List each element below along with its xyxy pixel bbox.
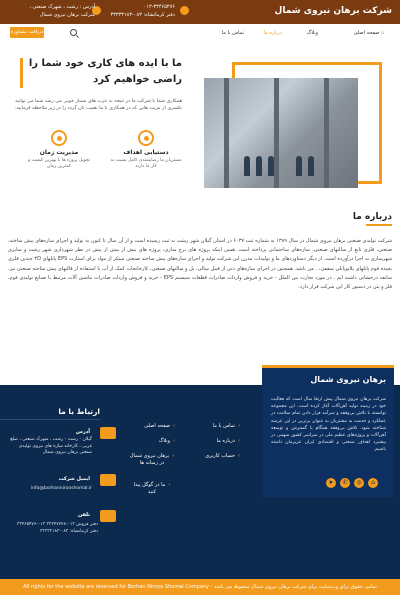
instagram-icon[interactable]: ◎	[354, 478, 364, 488]
contact-email-title: ایمیل شرکت	[58, 476, 90, 482]
home-icon: ⌂	[380, 30, 384, 36]
location-icon	[100, 427, 116, 439]
nav-blog[interactable]: وبلاگ	[306, 30, 318, 36]
footer-link-blog[interactable]: › وبلاگ	[159, 438, 175, 444]
footer-link-home[interactable]: › صفحه اصلی	[144, 423, 175, 429]
target-icon	[138, 130, 154, 146]
home-icon[interactable]: ⌂	[368, 478, 378, 488]
about-title: درباره ما	[352, 212, 392, 222]
consult-button[interactable]: دریافت مشاوره	[10, 27, 44, 38]
nav-about[interactable]: درباره ما	[263, 30, 282, 36]
whatsapp-icon[interactable]: ✆	[340, 478, 350, 488]
contact-phone-text: دفتر فروش ۰۱۳-۳۳۲۴۷۷۲۸ ۰۱۳-۳۳۴۶۵۴۷۶ دفتر کرمانشاه: ۰۸۳-۳۳۳۳۳۱۸۳	[16, 522, 98, 534]
contact-address-text: گیلان - رشت - رشت ، شهرک صنعتی ، ضلع غربی ، کارخانه سازه های نیروی تولیدی صنعتی برهان نیروی شمال	[10, 437, 92, 455]
about-text: شرکت تولیدی صنعتی برهان نیروی شمال در سال ۱۳۸۹ به شماره ثبت ۶۰۳۷ در استان گیلان شهر رشت به ثبت رسیده است و از آن سال تا کنون به تولید و اجرای سازه‌های پیش ساخته، صنعتی، فلزی تابع از سالنهای صنعتی، سازه‌های ساختمانی پرداخته است. همین اینکه پروژه های برج سازی، پروژه های بیش از بیش از پیش در نظر شهرداری شهر رشت و سایزی شهرسازی به اجرا درآورده است. از دیگر دستاوردهای ما و تولیدات مدرن این شرکت تولید و اجرای سازه‌های پیش ساخته صنعتی مبتکر از مواد برای استارت EPS پانلهای ۳D چندین فلزی بچیده فوم پانلهای پلاتوپانلی سقفی، . من باشد. همچنین در اجرای سازه‌های دنی از قبیل سالی، پل و سالنهای صنعتی، کارخانجات کمک از آب یا استفاده از قالبهای پیش ساخته صنعتی نیز. سابقه درخشانی داشته ایم . در مورد تجارت بین الملل - خرید و فروش واردات صادرات قطعات سیستم EPS - خرید و فروش واردات صادرات ماشین آلات مرتبط با صنایع تولیدی فوم، فلز و بتن در دستور کار این شرکت قرار دارد.	[8, 238, 393, 291]
footer-link-about[interactable]: › درباره ما	[217, 438, 240, 444]
copyright-bar: تمامی حقوق برای وب‌سایت برای شرکت برهان نیروی شمال محفوظ می باشد - All rights for the website are reserved for Borhan Niroye Shomal Company	[0, 579, 400, 595]
footer-link-google[interactable]: › ما در گوگل پیدا کنید	[129, 482, 175, 496]
contact-phone-title: تلفن	[77, 512, 90, 518]
contact-title: ارتباط با ما	[58, 407, 100, 416]
hero-description: همکاری شما با شرکت ما در نتیجه به عزت های بسیار خوبی می رسد شما می توانید بکسری از مزیت هایی که در همکاری با ما نصیب تان گردد را در زیر ملاحظه فرمایید.	[14, 99, 182, 111]
footer-link-contact[interactable]: › تماس با ما	[213, 423, 240, 429]
brand-title[interactable]: شرکت برهان نیروی شمال	[274, 6, 392, 16]
search-icon[interactable]	[70, 29, 77, 36]
footer-card-text: شرکت برهان نیروی شمال پیش ارتقا سال است که فعالیت خود در زمینه تولید آهن‌آلات آغاز کرده است. این مجموعه توانسته با تلاش بی‌وقفه و سرآمد قرار دادن تمام سلامت در عملکرد و خدمت به مشتریان به عنوان برترین در این عرصه شناخته شود. تلاش بی‌وقفه همگام با گسترش و توسعه آهن‌آلات و پروژه‌های عظیم ملی در سراسر کشور سهمی در پیشبرد اهداف صنعتی و اقتصادی ایران عزیزمان داشته باشیم.	[271, 397, 386, 453]
hero-title: ما با ایده های کاری خود شما را راضی خواهیم کرد	[28, 58, 182, 85]
header-phone: ۰۱۳-۳۳۴۶۵۴۷۶ دفتر کرمانشاه: ۰۸۳-۳۳۳۳۳۱۸۳	[110, 4, 175, 18]
phone-icon	[100, 510, 116, 522]
contact-address-title: آدرس	[75, 429, 90, 435]
nav-home[interactable]: ⌂ صفحه اصلی	[353, 30, 384, 36]
telegram-icon[interactable]: ➤	[326, 478, 336, 488]
about-underline	[366, 224, 392, 226]
factory-photo	[204, 78, 358, 188]
header-address: آدرس : رشت ، شهرک صنعتی ، شرکت برهان نیروی شمال	[29, 4, 95, 18]
feature-goals: دستیابی اهداف مشتریان ما رضایتمندی کامل نسبت به کار ما دارند	[110, 130, 182, 170]
footer-link-account[interactable]: › حساب کاربری	[205, 453, 240, 459]
contact-divider	[0, 419, 100, 420]
feature-time: مدیریت زمان تحویل پروژه ها با بهترین کیفیت و کمترین زمان	[23, 130, 95, 170]
nav-contact[interactable]: تماس با ما	[221, 30, 244, 36]
phone-icon	[180, 6, 189, 15]
clock-icon	[51, 130, 67, 146]
email-icon	[100, 474, 116, 486]
nav-bar	[0, 24, 400, 42]
contact-email-text[interactable]: info@borhannirooshomal.ir	[30, 486, 92, 491]
footer-card-title: برهان نیروی شمال	[310, 375, 386, 384]
footer-link-media[interactable]: › برهان نیروی شمال در رسانه ها	[129, 453, 175, 467]
